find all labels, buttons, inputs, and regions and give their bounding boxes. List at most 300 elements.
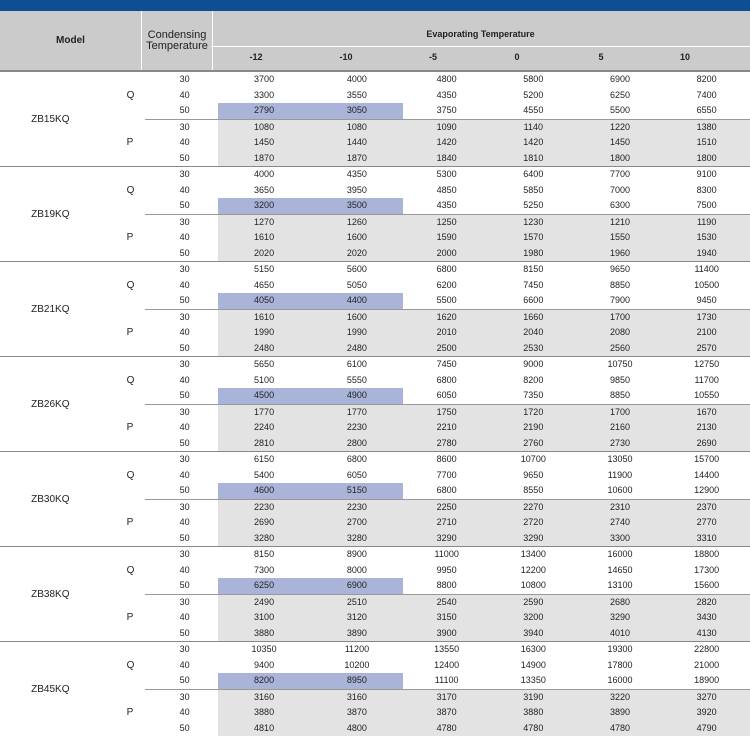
value-cell: 2100 — [663, 325, 750, 341]
power-label: P — [126, 707, 134, 718]
value-cell: 1800 — [577, 151, 664, 167]
value-cell: 2780 — [403, 436, 490, 452]
value-cell: 1570 — [490, 230, 577, 246]
capacity-label: Q — [119, 262, 146, 310]
condensing-temp-cell: 30 — [145, 309, 217, 325]
value-cell: 2730 — [577, 436, 664, 452]
value-cell: 4790 — [663, 721, 750, 737]
value-cell: 9950 — [436, 564, 457, 575]
power-label: P — [126, 517, 134, 528]
table-row — [0, 167, 750, 183]
condensing-temp-cell: 50 — [179, 627, 190, 638]
value-cell: 3900 — [403, 626, 490, 642]
value-cell: 2240 — [218, 420, 311, 436]
temp-col-header: -10 — [339, 52, 353, 62]
condensing-temp-cell: 40 — [179, 137, 190, 148]
value-cell: 13400 — [490, 547, 577, 563]
condensing-temp-cell: 50 — [179, 342, 190, 353]
value-cell: 2680 — [577, 594, 664, 610]
value-cell: 2250 — [403, 499, 490, 515]
value-cell: 5200 — [523, 89, 544, 100]
value-cell: 3870 — [310, 705, 403, 721]
value-cell: 13550 — [403, 642, 490, 658]
table-row — [0, 642, 750, 658]
value-cell: 2590 — [490, 594, 577, 610]
value-cell: 2720 — [490, 515, 577, 531]
value-cell: 10350 — [218, 642, 311, 658]
value-cell: 2270 — [490, 499, 577, 515]
value-cell: 17300 — [694, 564, 720, 575]
power-label: P — [126, 422, 134, 433]
value-cell: 5150 — [310, 483, 403, 499]
condensing-temp-cell: 50 — [179, 390, 190, 401]
condensing-temp-cell: 40 — [179, 469, 190, 480]
value-cell: 2010 — [403, 325, 490, 341]
value-cell: 3170 — [403, 689, 490, 705]
condensing-temp-cell: 30 — [145, 499, 217, 515]
value-cell: 4130 — [663, 626, 750, 642]
value-cell: 4600 — [218, 483, 311, 499]
value-cell: 1620 — [403, 309, 490, 325]
value-cell: 6550 — [696, 105, 717, 116]
value-cell: 3920 — [663, 705, 750, 721]
model-name: ZB38KQ — [0, 547, 119, 642]
value-cell: 7450 — [523, 279, 544, 290]
value-cell: 2130 — [663, 420, 750, 436]
value-cell: 1080 — [218, 119, 311, 135]
table-row — [0, 262, 750, 278]
table-row — [0, 452, 750, 468]
value-cell: 10550 — [694, 390, 720, 401]
value-cell: 5300 — [403, 167, 490, 183]
value-cell: 2230 — [310, 420, 403, 436]
value-cell: 7350 — [523, 390, 544, 401]
table-header — [0, 11, 750, 71]
value-cell: 3120 — [310, 610, 403, 626]
capacity-label: Q — [119, 357, 146, 405]
value-cell: 5800 — [490, 72, 577, 88]
value-cell: 1990 — [218, 325, 311, 341]
temp-col-header: 0 — [514, 52, 520, 62]
value-cell: 5050 — [346, 279, 367, 290]
value-cell: 17800 — [607, 659, 633, 670]
condensing-temp-cell: 50 — [179, 485, 190, 496]
value-cell: 13100 — [607, 580, 633, 591]
temp-col-header: 10 — [679, 52, 690, 62]
value-cell: 2760 — [490, 436, 577, 452]
value-cell: 10500 — [694, 279, 720, 290]
value-cell: 3880 — [218, 626, 311, 642]
value-cell: 2230 — [310, 499, 403, 515]
value-cell: 4350 — [436, 89, 457, 100]
value-cell: 1600 — [310, 309, 403, 325]
value-cell: 3650 — [254, 184, 275, 195]
model-name: ZB45KQ — [0, 642, 119, 737]
value-cell: 3880 — [218, 705, 311, 721]
value-cell: 5150 — [218, 262, 311, 278]
value-cell: 1800 — [663, 151, 750, 167]
model-name: ZB26KQ — [0, 357, 119, 452]
condensing-temp-cell: 40 — [179, 517, 190, 528]
value-cell: 4810 — [218, 721, 311, 737]
value-cell: 8200 — [523, 374, 544, 385]
condensing-temp-cell: 30 — [145, 262, 217, 278]
value-cell: 3270 — [663, 689, 750, 705]
value-cell: 3160 — [310, 689, 403, 705]
value-cell: 1870 — [310, 151, 403, 167]
value-cell: 2230 — [218, 499, 311, 515]
value-cell: 1210 — [577, 214, 664, 230]
performance-table — [0, 71, 750, 736]
value-cell: 7500 — [696, 200, 717, 211]
value-cell: 15600 — [694, 580, 720, 591]
value-cell: 6200 — [436, 279, 457, 290]
value-cell: 5650 — [218, 357, 311, 373]
value-cell: 2160 — [577, 420, 664, 436]
condensing-temp-cell: 50 — [179, 437, 190, 448]
condensing-temp-cell: 50 — [179, 295, 190, 306]
model-name: ZB21KQ — [0, 262, 119, 357]
condensing-temp-cell: 30 — [145, 689, 217, 705]
value-cell: 1420 — [490, 135, 577, 151]
value-cell: 6800 — [436, 374, 457, 385]
value-cell: 14900 — [520, 659, 546, 670]
value-cell: 1450 — [577, 135, 664, 151]
value-cell: 15700 — [663, 452, 750, 468]
value-cell: 3310 — [663, 531, 750, 547]
value-cell: 1080 — [310, 119, 403, 135]
capacity-label: Q — [119, 72, 146, 120]
value-cell: 1140 — [490, 119, 577, 135]
model-header: Model — [56, 35, 85, 46]
value-cell: 3430 — [663, 610, 750, 626]
value-cell: 6100 — [310, 357, 403, 373]
value-cell: 6600 — [523, 295, 544, 306]
value-cell: 2690 — [663, 436, 750, 452]
value-cell: 1980 — [490, 246, 577, 262]
condensing-temp-cell: 50 — [179, 152, 190, 163]
temp-col-header: -5 — [428, 52, 437, 62]
condensing-temp-cell: 40 — [179, 707, 190, 718]
value-cell: 4780 — [490, 721, 577, 737]
value-cell: 12400 — [434, 659, 460, 670]
value-cell: 19300 — [577, 642, 664, 658]
condensing-temp-cell: 40 — [179, 89, 190, 100]
condensing-temp-cell: 30 — [145, 72, 217, 88]
value-cell: 2480 — [218, 341, 311, 357]
value-cell: 6900 — [577, 72, 664, 88]
value-cell: 3500 — [310, 198, 403, 214]
value-cell: 2690 — [218, 515, 311, 531]
value-cell: 2310 — [577, 499, 664, 515]
value-cell: 1870 — [218, 151, 311, 167]
value-cell: 2510 — [310, 594, 403, 610]
value-cell: 8850 — [609, 390, 630, 401]
value-cell: 4050 — [218, 293, 311, 309]
condensing-temp-cell: 40 — [179, 232, 190, 243]
value-cell: 1750 — [403, 404, 490, 420]
condensing-temp-cell: 30 — [145, 357, 217, 373]
value-cell: 11100 — [434, 675, 459, 686]
value-cell: 13050 — [577, 452, 664, 468]
value-cell: 9850 — [609, 374, 630, 385]
value-cell: 1420 — [403, 135, 490, 151]
value-cell: 4850 — [436, 184, 457, 195]
power-label: P — [126, 232, 134, 243]
value-cell: 6800 — [310, 452, 403, 468]
condensing-temp-cell: 30 — [145, 167, 217, 183]
value-cell: 3100 — [218, 610, 311, 626]
value-cell: 3550 — [346, 89, 367, 100]
value-cell: 4900 — [310, 388, 403, 404]
value-cell: 14650 — [607, 564, 633, 575]
value-cell: 5100 — [254, 374, 275, 385]
value-cell: 1730 — [663, 309, 750, 325]
value-cell: 5850 — [523, 184, 544, 195]
value-cell: 11700 — [694, 374, 719, 385]
value-cell: 8200 — [663, 72, 750, 88]
value-cell: 4000 — [218, 167, 311, 183]
value-cell: 1450 — [218, 135, 311, 151]
value-cell: 4550 — [523, 105, 544, 116]
condensing-temp-cell: 40 — [179, 374, 190, 385]
value-cell: 7900 — [609, 295, 630, 306]
value-cell: 2710 — [403, 515, 490, 531]
value-cell: 3290 — [577, 610, 664, 626]
value-cell: 4350 — [310, 167, 403, 183]
value-cell: 6250 — [609, 89, 630, 100]
value-cell: 1220 — [577, 119, 664, 135]
condensing-header-line1: Condensing — [147, 28, 207, 41]
value-cell: 2370 — [663, 499, 750, 515]
value-cell: 3280 — [310, 531, 403, 547]
evaporating-header: Evaporating Temperature — [426, 29, 535, 39]
value-cell: 3220 — [577, 689, 664, 705]
value-cell: 8950 — [310, 673, 403, 689]
value-cell: 4780 — [403, 721, 490, 737]
value-cell: 12900 — [694, 485, 720, 496]
value-cell: 7700 — [436, 469, 457, 480]
value-cell: 2490 — [218, 594, 311, 610]
value-cell: 7000 — [609, 184, 630, 195]
value-cell: 10200 — [344, 659, 370, 670]
value-cell: 4400 — [310, 293, 403, 309]
value-cell: 5400 — [254, 469, 275, 480]
value-cell: 6300 — [609, 200, 630, 211]
value-cell: 8150 — [218, 547, 311, 563]
value-cell: 4650 — [254, 279, 275, 290]
value-cell: 9450 — [696, 295, 717, 306]
condensing-temp-cell: 30 — [145, 594, 217, 610]
value-cell: 10750 — [577, 357, 664, 373]
value-cell: 9100 — [663, 167, 750, 183]
condensing-temp-cell: 50 — [179, 247, 190, 258]
value-cell: 3940 — [490, 626, 577, 642]
capacity-label: Q — [119, 167, 146, 215]
power-label: P — [126, 327, 134, 338]
condensing-temp-cell: 30 — [145, 214, 217, 230]
value-cell: 1990 — [310, 325, 403, 341]
value-cell: 1770 — [218, 404, 311, 420]
value-cell: 3290 — [490, 531, 577, 547]
value-cell: 12750 — [663, 357, 750, 373]
condensing-temp-cell: 30 — [145, 119, 217, 135]
value-cell: 3200 — [218, 198, 311, 214]
value-cell: 7700 — [577, 167, 664, 183]
value-cell: 1700 — [577, 404, 664, 420]
condensing-temp-cell: 30 — [145, 547, 217, 563]
condensing-temp-cell: 30 — [145, 452, 217, 468]
value-cell: 4800 — [403, 72, 490, 88]
value-cell: 3750 — [436, 105, 457, 116]
condensing-temp-cell: 40 — [179, 279, 190, 290]
value-cell: 3870 — [403, 705, 490, 721]
value-cell: 2790 — [218, 103, 311, 119]
condensing-temp-cell: 40 — [179, 659, 190, 670]
value-cell: 1660 — [490, 309, 577, 325]
value-cell: 2020 — [218, 246, 311, 262]
value-cell: 6150 — [218, 452, 311, 468]
value-cell: 5500 — [436, 295, 457, 306]
value-cell: 6050 — [346, 469, 367, 480]
value-cell: 13350 — [520, 675, 546, 686]
value-cell: 1530 — [663, 230, 750, 246]
condensing-temp-cell: 40 — [179, 184, 190, 195]
table-row — [0, 72, 750, 88]
value-cell: 2700 — [310, 515, 403, 531]
value-cell: 6050 — [436, 390, 457, 401]
value-cell: 21000 — [694, 659, 720, 670]
value-cell: 4800 — [310, 721, 403, 737]
value-cell: 2570 — [663, 341, 750, 357]
value-cell: 10700 — [490, 452, 577, 468]
value-cell: 1770 — [310, 404, 403, 420]
value-cell: 9650 — [523, 469, 544, 480]
value-cell: 5500 — [609, 105, 630, 116]
capacity-label: Q — [119, 547, 146, 595]
value-cell: 11900 — [607, 469, 633, 480]
condensing-temp-cell: 50 — [179, 722, 190, 733]
value-cell: 4780 — [577, 721, 664, 737]
value-cell: 1940 — [663, 246, 750, 262]
condensing-temp-cell: 40 — [179, 327, 190, 338]
value-cell: 3150 — [403, 610, 490, 626]
condensing-temp-cell: 40 — [179, 612, 190, 623]
value-cell: 8600 — [403, 452, 490, 468]
value-cell: 16300 — [490, 642, 577, 658]
value-cell: 11200 — [310, 642, 403, 658]
value-cell: 3200 — [490, 610, 577, 626]
value-cell: 3190 — [490, 689, 577, 705]
value-cell: 2190 — [490, 420, 577, 436]
value-cell: 9000 — [490, 357, 577, 373]
condensing-temp-cell: 50 — [179, 200, 190, 211]
condensing-temp-cell: 30 — [145, 642, 217, 658]
value-cell: 4500 — [218, 388, 311, 404]
value-cell: 2020 — [310, 246, 403, 262]
value-cell: 5600 — [310, 262, 403, 278]
value-cell: 1960 — [577, 246, 664, 262]
value-cell: 6900 — [310, 578, 403, 594]
value-cell: 2560 — [577, 341, 664, 357]
power-label: P — [126, 612, 134, 623]
value-cell: 3880 — [490, 705, 577, 721]
value-cell: 7400 — [696, 89, 717, 100]
value-cell: 9650 — [577, 262, 664, 278]
condensing-temp-cell: 30 — [145, 404, 217, 420]
value-cell: 2770 — [663, 515, 750, 531]
value-cell: 1260 — [310, 214, 403, 230]
temp-col-header: 5 — [598, 52, 604, 62]
value-cell: 2500 — [403, 341, 490, 357]
value-cell: 12200 — [520, 564, 546, 575]
value-cell: 18800 — [663, 547, 750, 563]
value-cell: 11000 — [403, 547, 490, 563]
value-cell: 3890 — [310, 626, 403, 642]
value-cell: 2800 — [310, 436, 403, 452]
value-cell: 2210 — [403, 420, 490, 436]
condensing-header-line2: Temperature — [146, 39, 208, 52]
value-cell: 10600 — [607, 485, 633, 496]
value-cell: 1600 — [310, 230, 403, 246]
value-cell: 8900 — [310, 547, 403, 563]
header-divider — [211, 46, 750, 47]
value-cell: 3280 — [218, 531, 311, 547]
power-label: P — [126, 137, 134, 148]
value-cell: 8150 — [490, 262, 577, 278]
value-cell: 14400 — [694, 469, 720, 480]
value-cell: 8000 — [346, 564, 367, 575]
value-cell: 1810 — [490, 151, 577, 167]
value-cell: 2540 — [403, 594, 490, 610]
value-cell: 1090 — [403, 119, 490, 135]
value-cell: 2530 — [490, 341, 577, 357]
value-cell: 6800 — [436, 485, 457, 496]
value-cell: 7300 — [254, 564, 275, 575]
value-cell: 2480 — [310, 341, 403, 357]
value-cell: 5250 — [523, 200, 544, 211]
value-cell: 8550 — [523, 485, 544, 496]
condensing-temp-cell: 50 — [179, 105, 190, 116]
value-cell: 4010 — [577, 626, 664, 642]
condensing-temp-cell: 50 — [179, 580, 190, 591]
condensing-header — [141, 11, 213, 70]
value-cell: 7450 — [403, 357, 490, 373]
value-cell: 1250 — [403, 214, 490, 230]
value-cell: 3050 — [310, 103, 403, 119]
value-cell: 3290 — [403, 531, 490, 547]
value-cell: 1550 — [577, 230, 664, 246]
value-cell: 10800 — [520, 580, 546, 591]
model-name: ZB19KQ — [0, 167, 119, 262]
value-cell: 1190 — [663, 214, 750, 230]
capacity-label: Q — [119, 642, 146, 690]
value-cell: 3950 — [346, 184, 367, 195]
condensing-temp-cell: 40 — [179, 564, 190, 575]
table-row — [0, 357, 750, 373]
condensing-temp-cell: 40 — [179, 422, 190, 433]
temp-col-header: -12 — [249, 52, 263, 62]
value-cell: 2740 — [577, 515, 664, 531]
model-name: ZB15KQ — [0, 72, 119, 167]
value-cell: 1670 — [663, 404, 750, 420]
value-cell: 1840 — [403, 151, 490, 167]
table-row — [0, 547, 750, 563]
value-cell: 3300 — [254, 89, 275, 100]
value-cell: 2820 — [663, 594, 750, 610]
value-cell: 3160 — [218, 689, 311, 705]
value-cell: 3890 — [577, 705, 664, 721]
